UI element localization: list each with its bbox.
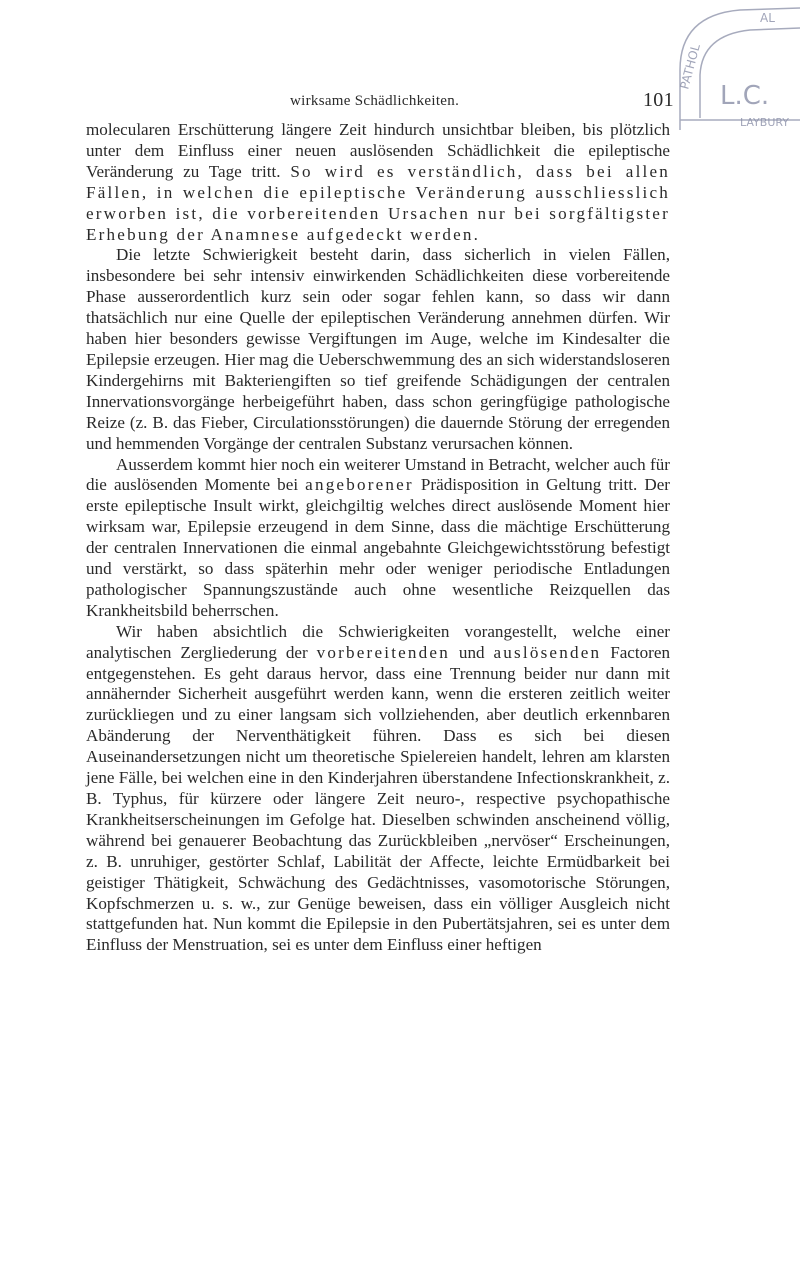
paragraph-1 <box>86 120 670 245</box>
stamp-initials: L.C. <box>720 81 770 111</box>
stamp-text-left: AL <box>760 11 775 25</box>
page-number: 101 <box>643 89 674 111</box>
paragraph-4-part-c: Factoren entgegenstehen. Es geht daraus hervor, dass eine Trennung beider nur dann mit annähernder Sicherheit ausgeführt werden kann, wenn die ersteren zeitlich weiter zurückliegen und zu einer langsam sich vollziehenden, aber deutlich erkennbaren Abänderung der Nerventhätigkeit führen. Dass es sich bei diesen Auseinandersetzungen nicht um theoretische Spielereien handelt, lehren am klarsten jene Fälle, bei welchen eine in den Kinderjahren überstandene Infectionskrankheit, z. B. Typhus, für kürzere oder längere Zeit neuro-, respective psychopathische Krankheitserscheinungen im Gefolge hat. Dieselben schwinden anscheinend völlig, während bei genauerer Beobachtung das Zurückbleiben „nervöser“ Erscheinungen, z. B. unruhiger, gestörter Schlaf, Labilität der Affecte, leichte Ermüdbarkeit bei geistiger Thätigkeit, Schwächung des Gedächtnisses, vasomotorische Störungen, Kopfschmerzen u. s. w., zur Genüge beweisen, dass ein völliger Ausgleich nicht stattgefunden hat. Nun kommt die Epilepsie in den Pubertätsjahren, sei es unter dem Einfluss der Menstruation, sei es unter dem Einfluss einer heftigen <box>86 642 671 955</box>
paragraph-3-part-b: Prädisposition in Geltung tritt. Der erste epileptische Insult wirkt, gleichgiltig welches direct auslösende Moment hier wirksam war, Epilepsie erzeugend in dem Sinne, dass die mächtige Erschütterung der centralen Innervationen die einmal angebahnte Gleichgewichtsstörung befestigt und verstärkt, so dass späterhin mehr oder weniger periodische Entladungen pathologischer Spannungszustände auch ohne wesentliche Reizquellen das Krankheitsbild beherrschen. <box>86 475 670 620</box>
paragraph-3-emphasis: angeborener <box>305 475 414 495</box>
running-title: wirksame Schädlichkeiten. <box>290 93 460 109</box>
paragraph-4-part-a: Wir haben absichtlich die Schwierigkeiten vorangestellt, welche einer analytischen Zergliederung der <box>86 621 670 662</box>
paragraph-4-emphasis-1: vorbereitenden <box>316 642 450 662</box>
library-stamp <box>640 0 800 130</box>
stamp-text-top: PATHOL <box>677 42 703 91</box>
paragraph-1-part-a: molecularen Erschütterung längere Zeit hindurch unsichtbar bleiben, bis plötzlich unter dem Einfluss einer neuen auslösenden Schädlichkeit die epileptische Veränderung zu Tage tritt. <box>86 120 670 181</box>
page-body <box>86 120 670 956</box>
running-header <box>290 87 680 115</box>
stamp-text-bottom: LAYBURY <box>740 116 790 129</box>
paragraph-3 <box>86 455 670 622</box>
paragraph-1-emphasis: So wird es verständlich, dass bei allen Fällen, in welchen die epileptische Veränderung ausschliesslich erworben ist, die vorbereitenden Ursachen nur bei sorgfältigster Erhebung der Anamnese aufgedeckt werden. <box>86 161 670 244</box>
paragraph-4 <box>86 622 670 957</box>
paragraph-4-part-b: und <box>449 642 494 662</box>
paragraph-4-emphasis-2: auslösenden <box>493 642 602 662</box>
paragraph-2: Die letzte Schwierigkeit besteht darin, dass sicherlich in vielen Fällen, insbesondere bei sehr intensiv einwirkenden Schädlichkeiten diese vorbereitende Phase ausserordentlich kurz sein oder sogar fehlen kann, so dass wir dann thatsächlich nur eine Quelle der epileptischen Veränderung annehmen dürfen. Wir haben hier besonders gewisse Vergiftungen im Auge, welche im Kindesalter die Epilepsie erzeugen. Hier mag die Ueberschwemmung des an sich widerstandsloseren Kindergehirns mit Bakteriengiften so tief greifende Schädigungen der centralen Innervationsvorgänge herbeigeführt haben, dass schon geringfügige pathologische Reize (z. B. das Fieber, Circulationsstörungen) die dauernde Störung der erregenden und hemmenden Vorgänge der centralen Substanz verursachen können. <box>86 245 670 453</box>
paragraph-3-part-a: Ausserdem kommt hier noch ein weiterer Umstand in Betracht, welcher auch für die auslösenden Momente bei <box>86 454 670 495</box>
